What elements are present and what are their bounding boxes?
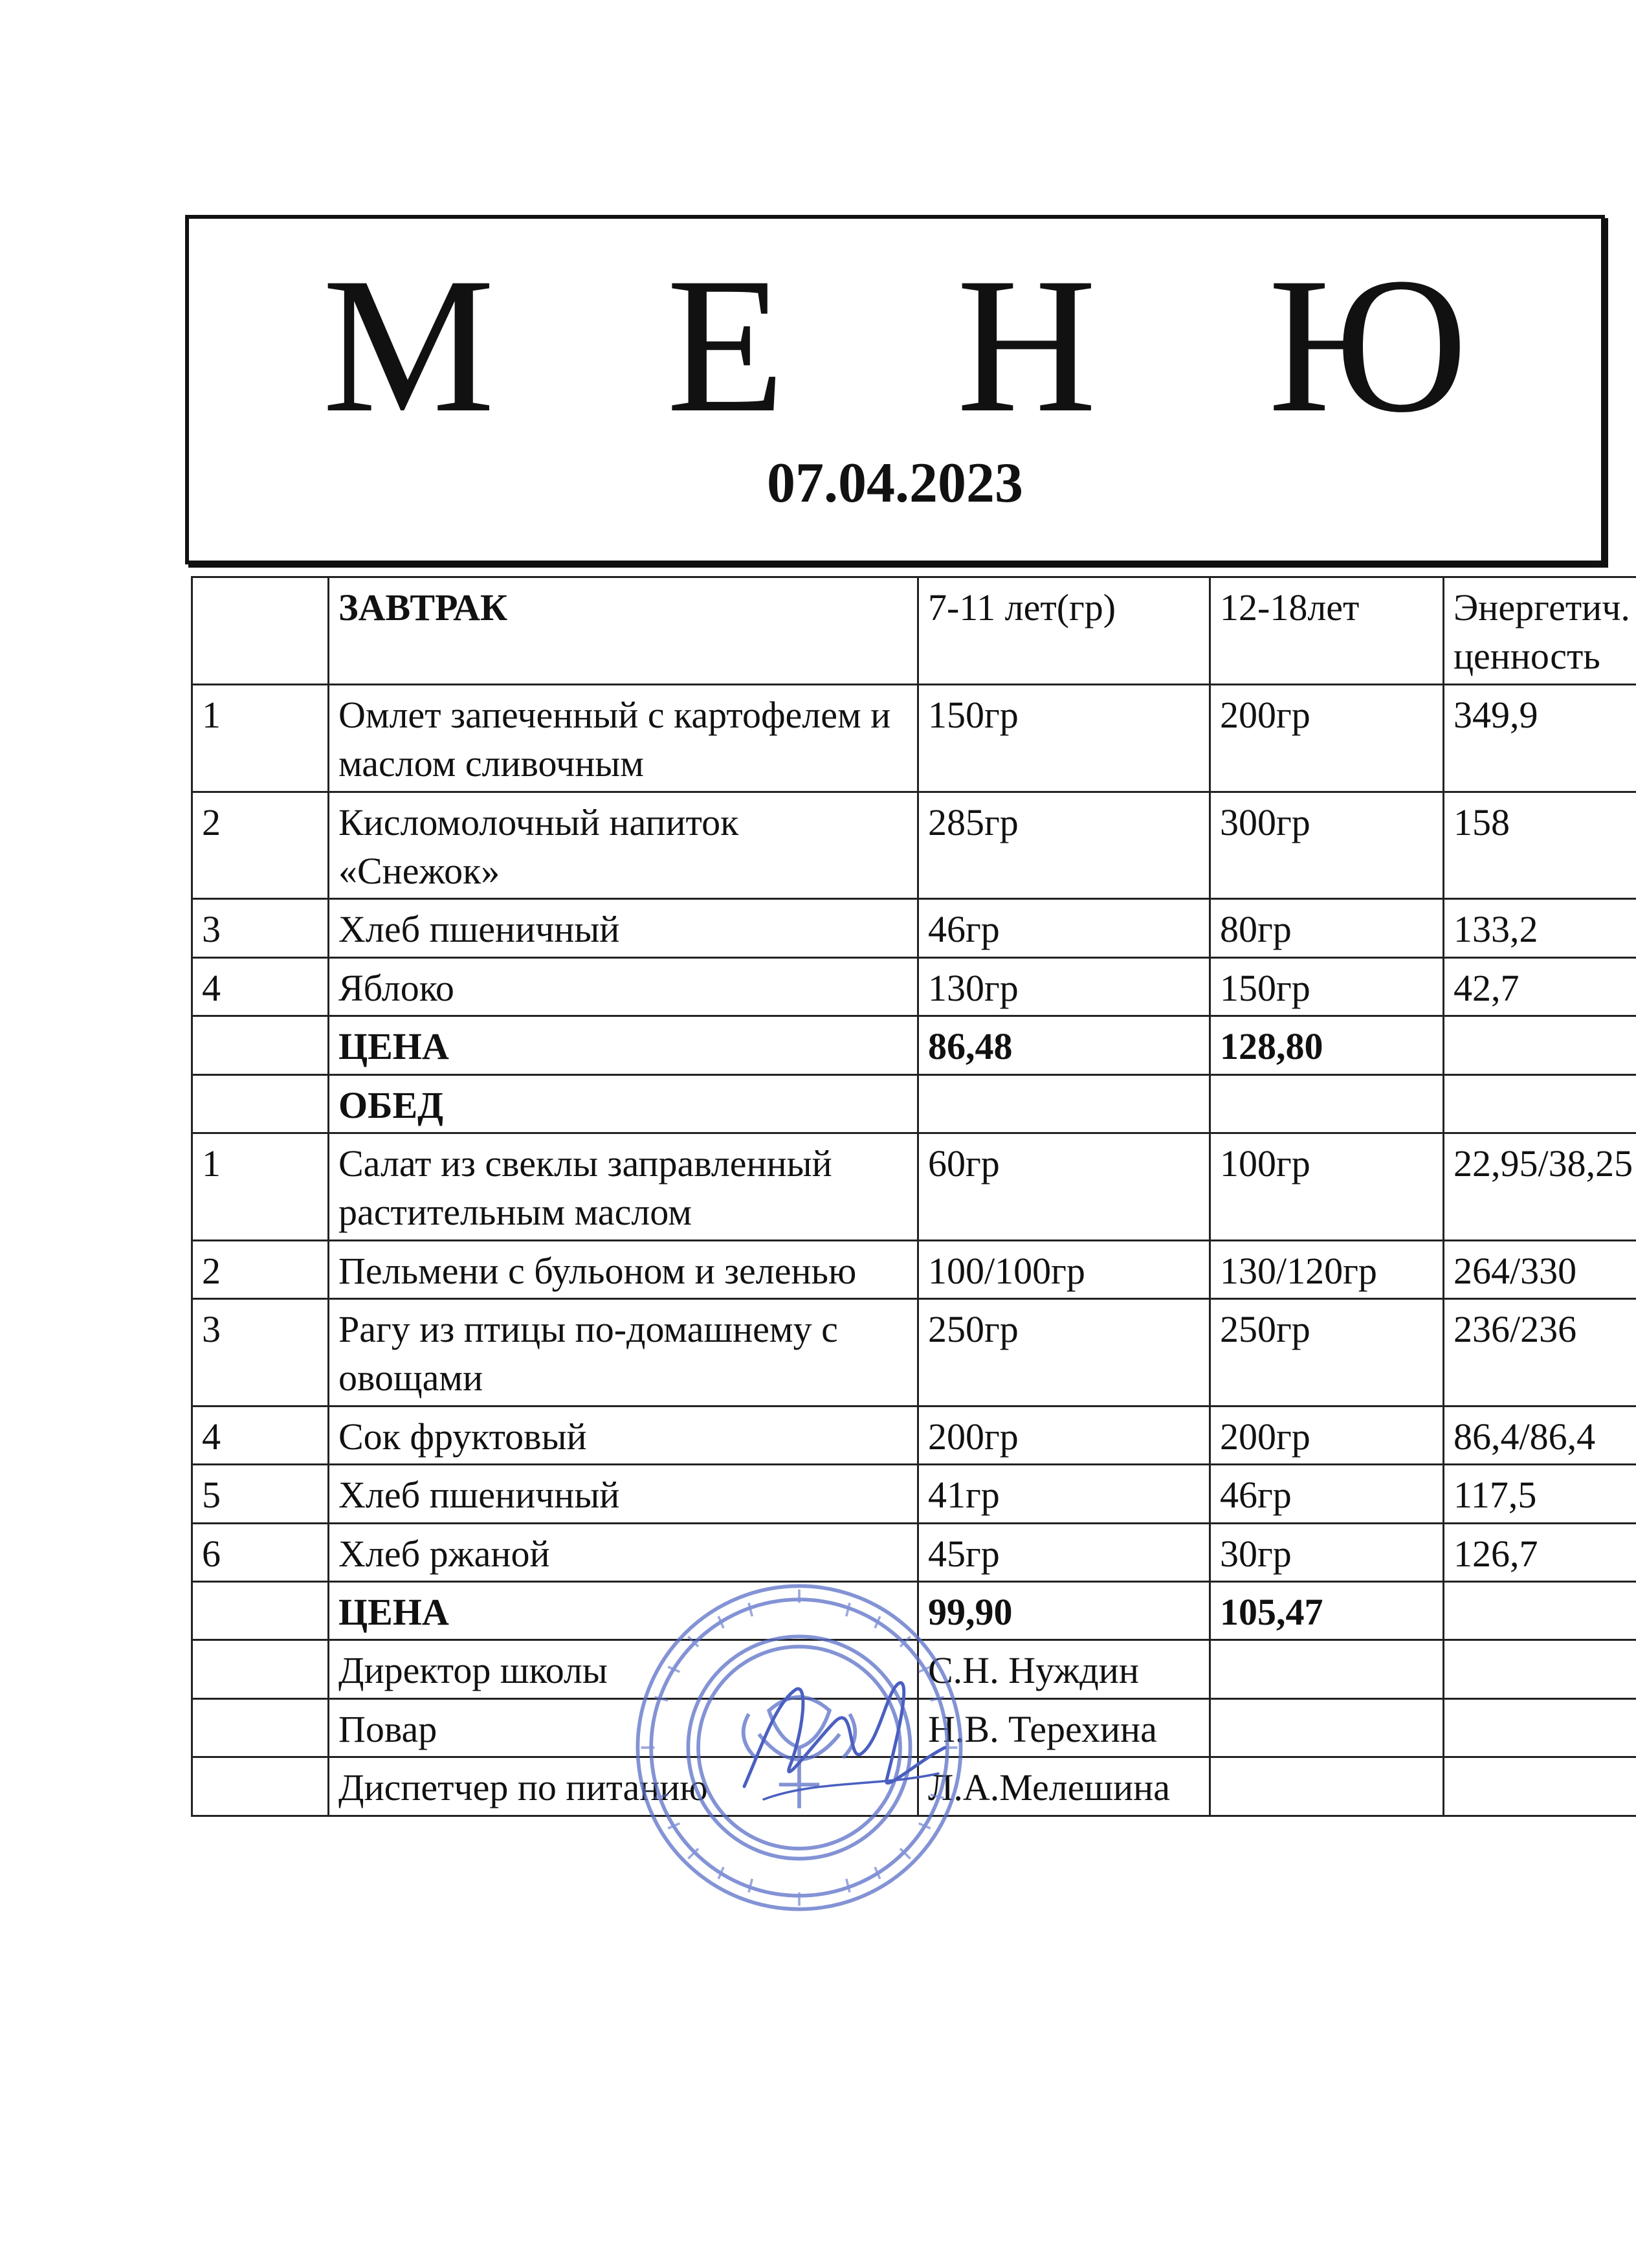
portion-12-18: 200гр bbox=[1210, 1406, 1444, 1464]
price-empty-cell bbox=[1444, 1016, 1636, 1074]
item-name: Пельмени с бульоном и зеленью bbox=[329, 1240, 918, 1298]
empty-cell bbox=[1210, 1640, 1444, 1698]
section-lunch: ОБЕД bbox=[329, 1074, 918, 1133]
item-name: Хлеб пшеничный bbox=[329, 899, 918, 957]
empty-cell bbox=[192, 1698, 329, 1757]
header-num-cell bbox=[192, 577, 329, 685]
portion-7-11: 45гр bbox=[918, 1523, 1210, 1581]
item-name: Хлеб ржаной bbox=[329, 1523, 918, 1581]
signature-role: Повар bbox=[329, 1698, 918, 1757]
portion-7-11: 130гр bbox=[918, 957, 1210, 1016]
item-number: 2 bbox=[192, 1240, 329, 1298]
energy-value: 86,4/86,4 bbox=[1444, 1406, 1636, 1464]
energy-value: 133,2 bbox=[1444, 899, 1636, 957]
empty-cell bbox=[1210, 1757, 1444, 1816]
item-name: Хлеб пшеничный bbox=[329, 1465, 918, 1523]
page-title: М Е Н Ю bbox=[322, 238, 1529, 452]
energy-value: 126,7 bbox=[1444, 1523, 1636, 1581]
portion-7-11: 41гр bbox=[918, 1465, 1210, 1523]
table-row bbox=[192, 1299, 1636, 1406]
item-name: Рагу из птицы по-домашнему с овощами bbox=[329, 1299, 918, 1406]
item-number: 2 bbox=[192, 792, 329, 899]
price-label: ЦЕНА bbox=[329, 1582, 918, 1640]
signature-role: Директор школы bbox=[329, 1640, 918, 1698]
portion-12-18: 30гр bbox=[1210, 1523, 1444, 1581]
header-row bbox=[192, 577, 1636, 685]
header-age-2: 12-18лет bbox=[1210, 577, 1444, 685]
table-row bbox=[192, 1240, 1636, 1298]
empty-cell bbox=[1210, 1698, 1444, 1757]
portion-12-18: 130/120гр bbox=[1210, 1240, 1444, 1298]
section-breakfast: ЗАВТРАК bbox=[329, 577, 918, 685]
table-row bbox=[192, 899, 1636, 957]
portion-7-11: 250гр bbox=[918, 1299, 1210, 1406]
signature-person: С.Н. Нуждин bbox=[918, 1640, 1210, 1698]
table-row bbox=[192, 1523, 1636, 1581]
empty-cell bbox=[192, 1074, 329, 1133]
table-row bbox=[192, 684, 1636, 792]
menu-date: 07.04.2023 bbox=[767, 452, 1023, 515]
price-7-11: 86,48 bbox=[918, 1016, 1210, 1074]
energy-value: 236/236 bbox=[1444, 1299, 1636, 1406]
energy-value: 158 bbox=[1444, 792, 1636, 899]
portion-12-18: 80гр bbox=[1210, 899, 1444, 957]
price-empty-cell bbox=[192, 1582, 329, 1640]
portion-12-18: 46гр bbox=[1210, 1465, 1444, 1523]
item-number: 1 bbox=[192, 684, 329, 792]
energy-value: 349,9 bbox=[1444, 684, 1636, 792]
portion-7-11: 200гр bbox=[918, 1406, 1210, 1464]
empty-cell bbox=[192, 1640, 329, 1698]
portion-12-18: 200гр bbox=[1210, 684, 1444, 792]
item-name: Омлет запеченный с картофелем и маслом сливочным bbox=[329, 684, 918, 792]
price-7-11: 99,90 bbox=[918, 1582, 1210, 1640]
header-age-1: 7-11 лет(гр) bbox=[918, 577, 1210, 685]
title-box bbox=[185, 215, 1605, 564]
table-row bbox=[192, 1133, 1636, 1240]
price-empty-cell bbox=[192, 1016, 329, 1074]
item-number: 4 bbox=[192, 1406, 329, 1464]
empty-cell bbox=[1444, 1074, 1636, 1133]
table-row bbox=[192, 792, 1636, 899]
table-row bbox=[192, 957, 1636, 1016]
empty-cell bbox=[1444, 1698, 1636, 1757]
item-number: 5 bbox=[192, 1465, 329, 1523]
item-number: 3 bbox=[192, 899, 329, 957]
portion-12-18: 250гр bbox=[1210, 1299, 1444, 1406]
energy-value: 264/330 bbox=[1444, 1240, 1636, 1298]
portion-7-11: 60гр bbox=[918, 1133, 1210, 1240]
breakfast-price-row bbox=[192, 1016, 1636, 1074]
portion-7-11: 46гр bbox=[918, 899, 1210, 957]
item-number: 4 bbox=[192, 957, 329, 1016]
portion-7-11: 285гр bbox=[918, 792, 1210, 899]
item-name: Кисломолочный напиток «Снежок» bbox=[329, 792, 918, 899]
price-label: ЦЕНА bbox=[329, 1016, 918, 1074]
lunch-title-row bbox=[192, 1074, 1636, 1133]
signature-person: Н.В. Терехина bbox=[918, 1698, 1210, 1757]
price-12-18: 105,47 bbox=[1210, 1582, 1444, 1640]
empty-cell bbox=[1444, 1640, 1636, 1698]
empty-cell bbox=[1210, 1074, 1444, 1133]
item-number: 6 bbox=[192, 1523, 329, 1581]
price-12-18: 128,80 bbox=[1210, 1016, 1444, 1074]
empty-cell bbox=[1444, 1757, 1636, 1816]
signature-role: Диспетчер по питанию bbox=[329, 1757, 918, 1816]
table-row bbox=[192, 1406, 1636, 1464]
handwritten-signature bbox=[725, 1663, 971, 1832]
item-name: Сок фруктовый bbox=[329, 1406, 918, 1464]
table-row bbox=[192, 1465, 1636, 1523]
item-name: Яблоко bbox=[329, 957, 918, 1016]
portion-7-11: 100/100гр bbox=[918, 1240, 1210, 1298]
item-number: 1 bbox=[192, 1133, 329, 1240]
price-empty-cell bbox=[1444, 1582, 1636, 1640]
energy-value: 42,7 bbox=[1444, 957, 1636, 1016]
item-name: Салат из свеклы заправленный растительным маслом bbox=[329, 1133, 918, 1240]
signature-person: Л.А.Мелешина bbox=[918, 1757, 1210, 1816]
energy-value: 117,5 bbox=[1444, 1465, 1636, 1523]
portion-12-18: 150гр bbox=[1210, 957, 1444, 1016]
item-number: 3 bbox=[192, 1299, 329, 1406]
portion-12-18: 100гр bbox=[1210, 1133, 1444, 1240]
portion-12-18: 300гр bbox=[1210, 792, 1444, 899]
header-energy: Энергетич. ценность bbox=[1444, 577, 1636, 685]
empty-cell bbox=[192, 1757, 329, 1816]
portion-7-11: 150гр bbox=[918, 684, 1210, 792]
energy-value: 22,95/38,25 bbox=[1444, 1133, 1636, 1240]
empty-cell bbox=[918, 1074, 1210, 1133]
